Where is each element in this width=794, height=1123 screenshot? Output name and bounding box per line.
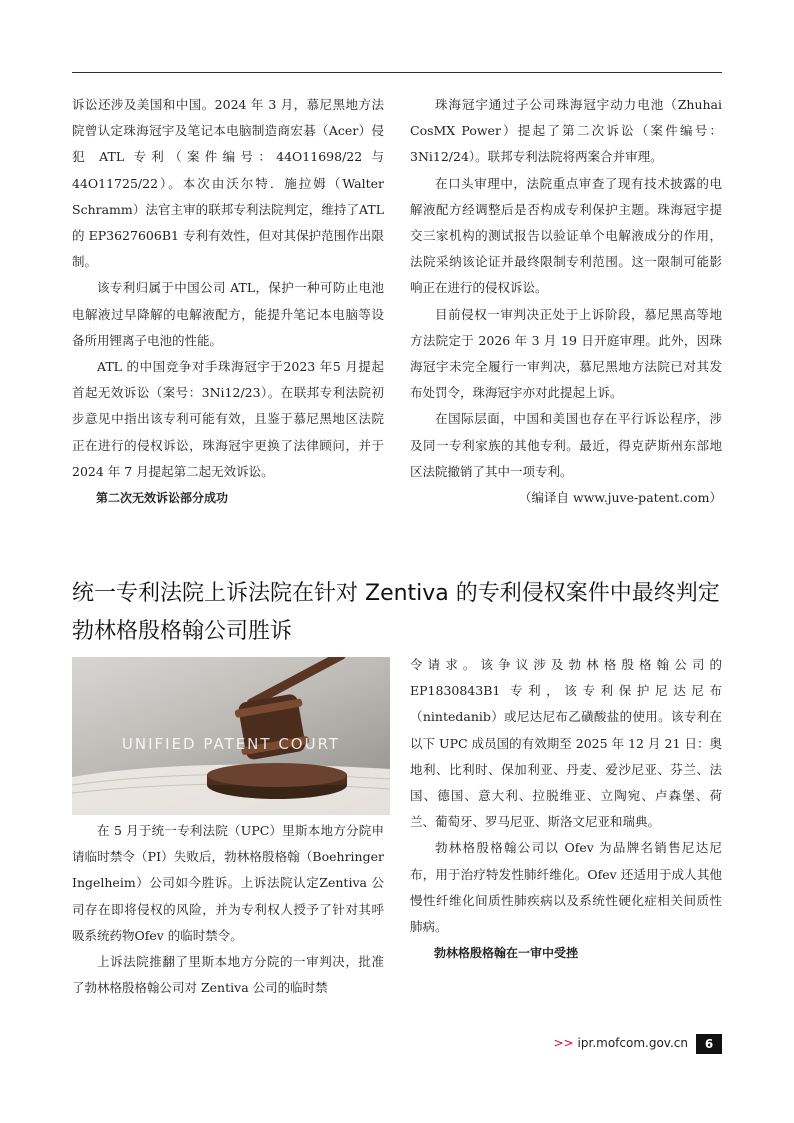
article2-subheading: 勃林格殷格翰在一审中受挫 <box>434 946 579 961</box>
article2-paragraph: 勃林格殷格翰公司以 Ofev 为品牌名销售尼达尼布，用于治疗特发性肺纤维化。Ofev 还适用于成人其他慢性纤维化间质性肺疾病以及系统性硬化症相关间质性肺病。 <box>410 840 722 935</box>
article1-paragraph: 目前侵权一审判决正处于上诉阶段，慕尼黑高等地方法院定于 2026 年 3 月 19 日开庭审理。此外，因珠海冠宇未完全履行一审判决，慕尼黑地方法院已对其发布处罚令，珠海冠宇亦对此提起上诉。 <box>410 306 722 401</box>
page-number: 6 <box>696 1034 722 1054</box>
article2-left-column <box>72 818 384 1001</box>
article1-paragraph: ATL 的中国竞争对手珠海冠宇于2023 年5 月提起首起无效诉讼（案号：3Ni12/23）。在联邦专利法院初步意见中指出该专利可能有效，且鉴于慕尼黑地区法院正在进行的侵权诉讼，珠海冠宇更换了法律顾问，并于 2024 年 7 月提起第二起无效诉讼。 <box>72 359 384 479</box>
article2-paragraph: 在 5 月于统一专利法院（UPC）里斯本地方分院申请临时禁令（PI）失败后，勃林格殷格翰（Boehringer Ingelheim）公司如今胜诉。上诉法院认定Zentiva 公司存在即将侵权的风险，并为专利权人授予了针对其呼吸系统药物Ofev 的临时禁令。 <box>72 823 384 943</box>
article1-right-column <box>410 92 722 511</box>
article1-paragraph: 该专利归属于中国公司 ATL，保护一种可防止电池电解液过早降解的电解液配方，能提升笔记本电脑等设备所用锂离子电池的性能。 <box>72 280 384 348</box>
article2-right-column <box>410 652 722 966</box>
double-chevron-icon: >> <box>553 1036 574 1050</box>
article1-subheading: 第二次无效诉讼部分成功 <box>96 491 229 506</box>
footer-website-text: ipr.mofcom.gov.cn <box>577 1036 688 1050</box>
article1-source: （编译自 www.juve-patent.com） <box>519 490 722 506</box>
article2-paragraph: 上诉法院推翻了里斯本地方分院的一审判决，批准了勃林格殷格翰公司对 Zentiva 公司的临时禁 <box>72 954 384 996</box>
article1-left-column <box>72 92 384 511</box>
gavel-photo <box>72 657 390 815</box>
article1-paragraph: 在国际层面，中国和美国也存在平行诉讼程序，涉及同一专利家族的其他专利。最近，得克萨斯州东部地区法院撤销了其中一项专利。 <box>410 411 722 479</box>
header-rule <box>72 72 722 73</box>
footer-website-link[interactable] <box>553 1036 688 1050</box>
article2-paragraph: 令请求。该争议涉及勃林格殷格翰公司的EP1830843B1 专利，该专利保护尼达尼布（nintedanib）或尼达尼布乙磺酸盐的使用。该专利在以下 UPC 成员国的有效期至 2025 年 12 月 21 日：奥地利、比利时、保加利亚、丹麦、爱沙尼亚、芬兰、法国、德国、意大利、拉脱维亚、立陶宛、卢森堡、荷兰、葡萄牙、罗马尼亚、斯洛文尼亚和瑞典。 <box>410 657 722 830</box>
photo-caption: UNIFIED PATENT COURT <box>121 735 341 753</box>
article1-paragraph: 在口头审理中，法院重点审查了现有技术披露的电解液配方经调整后是否构成专利保护主题。珠海冠宇提交三家机构的测试报告以验证单个电解液成分的作用，法院采纳该论证并最终限制专利范围。这一限制可能影响正在进行的侵权诉讼。 <box>410 175 722 296</box>
article1-paragraph: 诉讼还涉及美国和中国。2024 年 3 月，慕尼黑地方法院曾认定珠海冠宇及笔记本电脑制造商宏碁（Acer）侵犯 ATL 专利（案件编号：44O11698/22 与 44O11725/22）。本次由沃尔特．施拉姆（Walter Schramm）法官主审的联邦专利法院判定，维持了ATL 的 EP3627606B1 专利有效性，但对其保护范围作出限制。 <box>72 97 384 270</box>
article1-paragraph: 珠海冠宇通过子公司珠海冠宇动力电池（Zhuhai CosMX Power）提起了第二次诉讼（案件编号：3Ni12/24）。联邦专利法院将两案合并审理。 <box>410 97 722 165</box>
article2-headline: 统一专利法院上诉法院在针对 Zentiva 的专利侵权案件中最终判定勃林格殷格翰公司胜诉 <box>72 581 720 644</box>
